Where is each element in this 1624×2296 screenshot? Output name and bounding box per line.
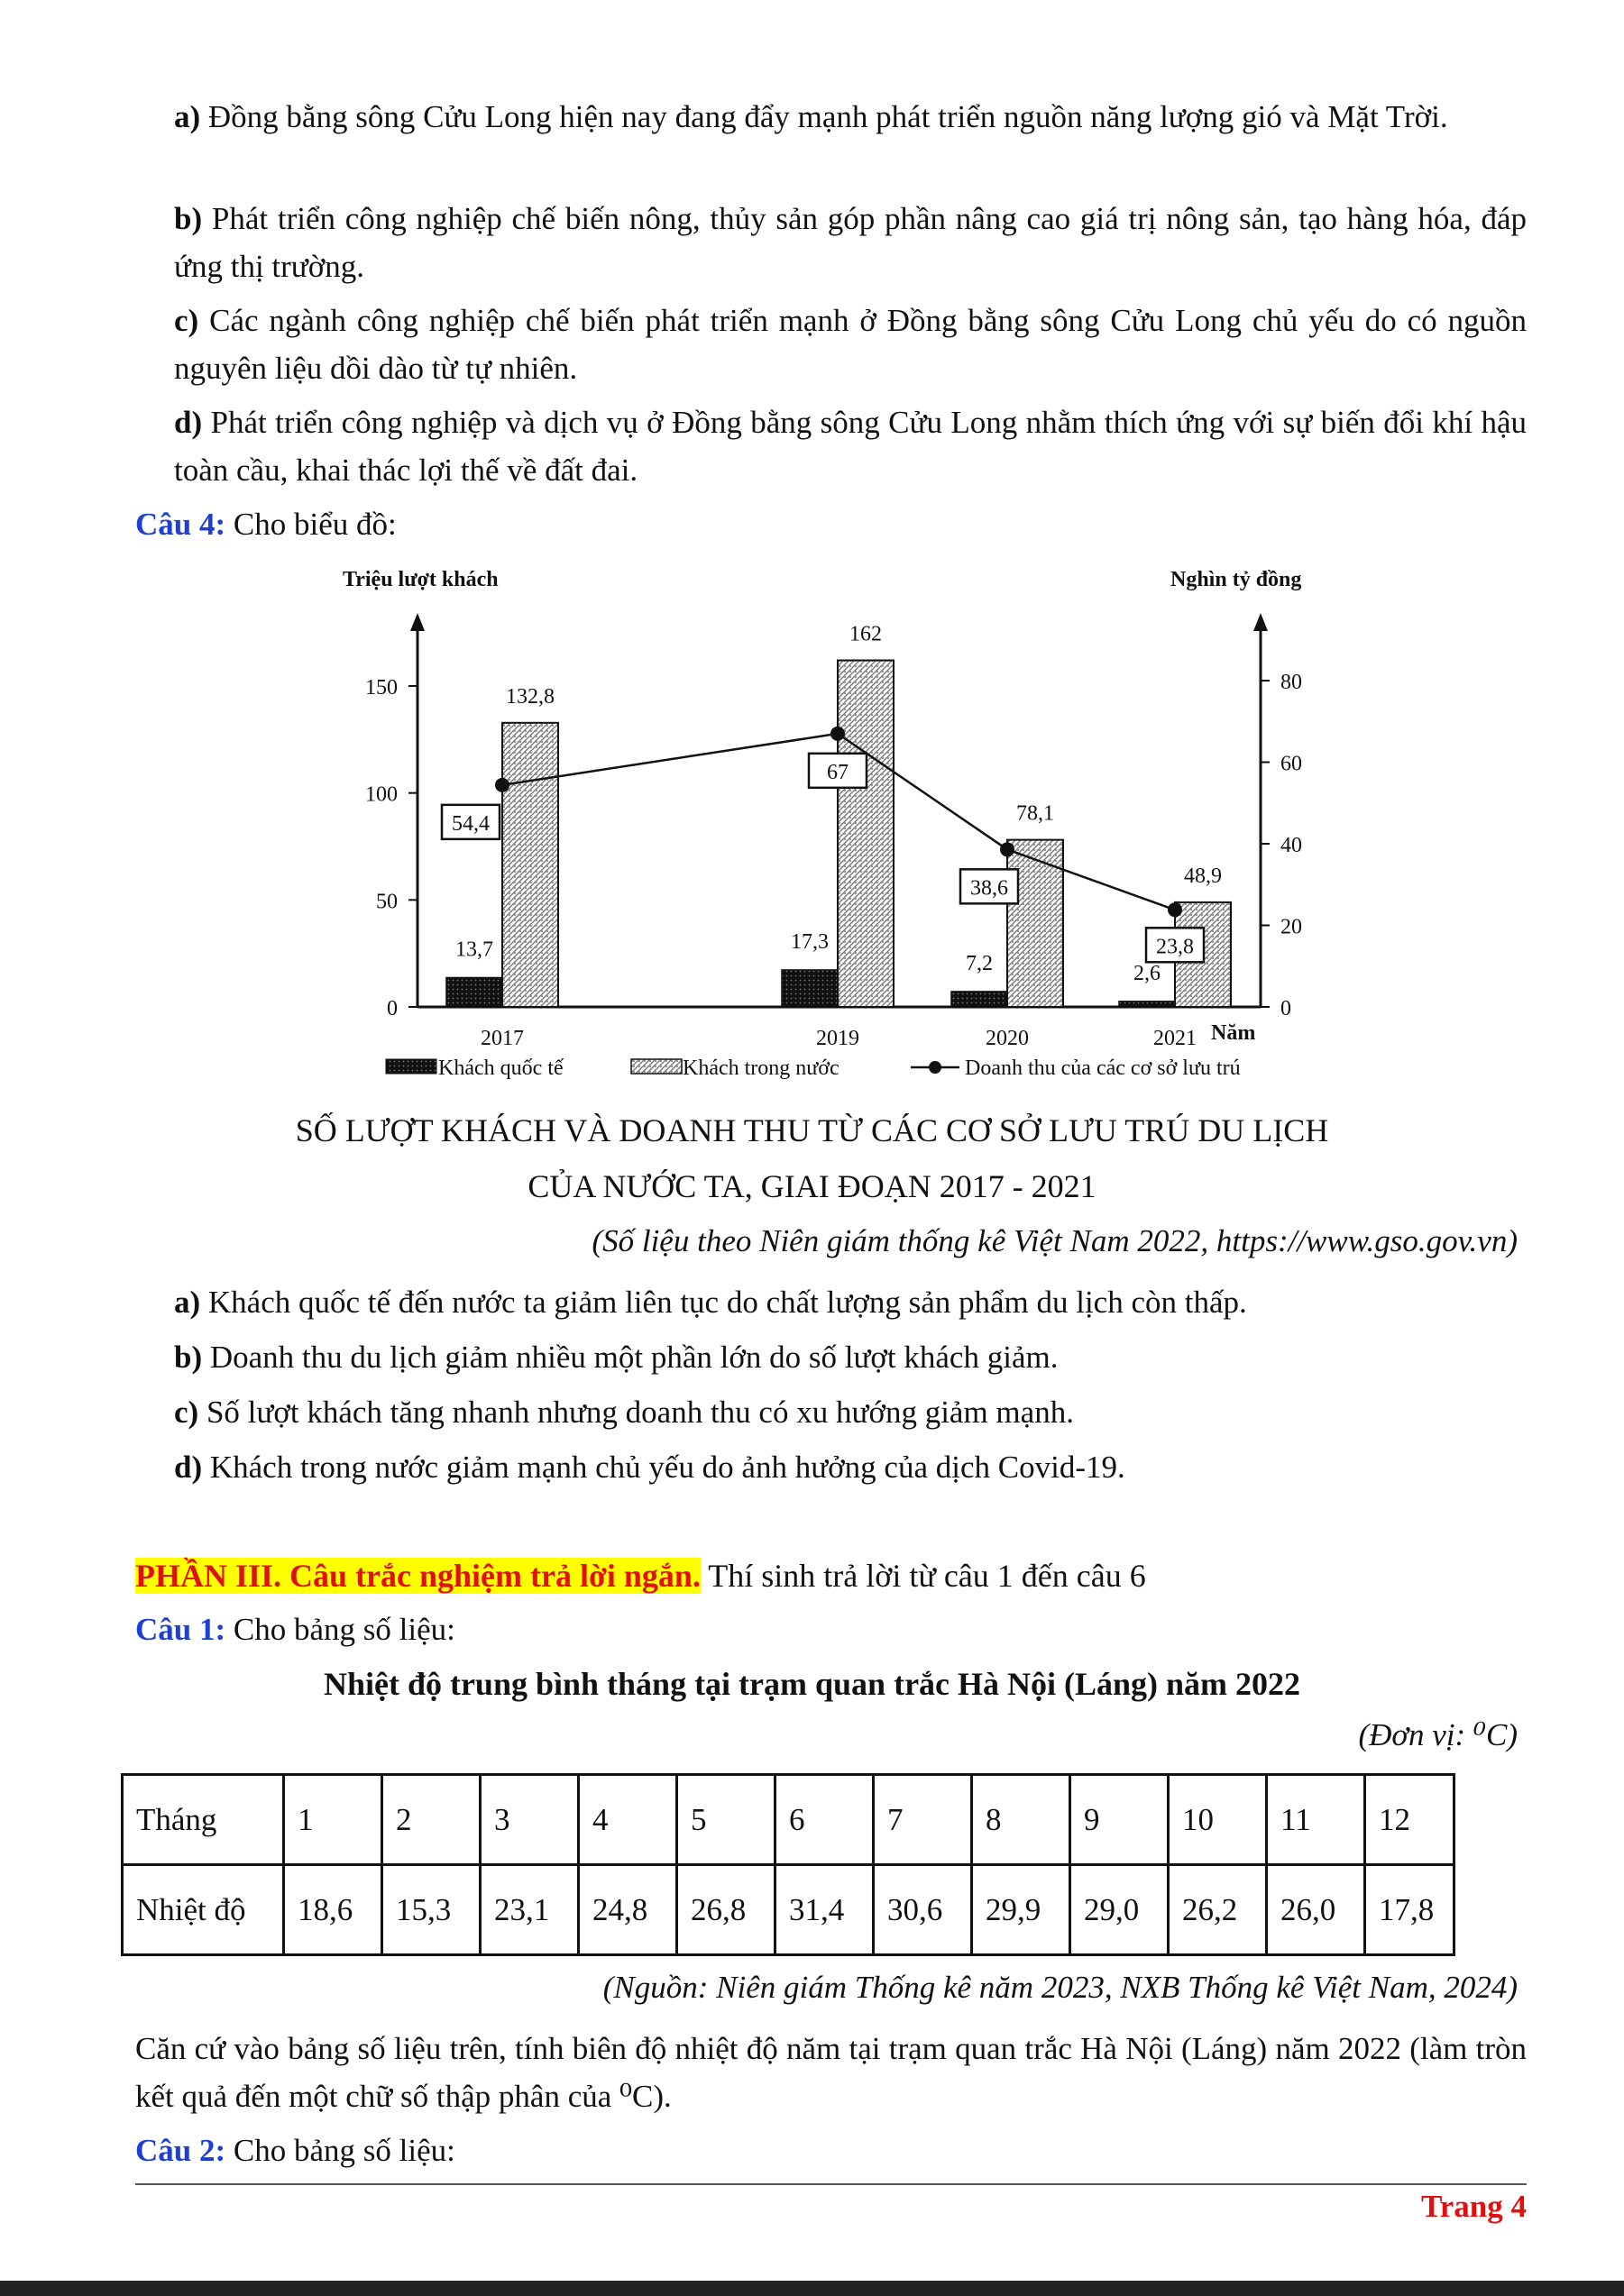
month-cell: 10: [1169, 1775, 1267, 1865]
bar-international: [446, 977, 502, 1007]
temp-cell: 24,8: [579, 1865, 677, 1955]
item-text: Khách quốc tế đến nước ta giảm liên tục do chất lượng sản phẩm du lịch còn thấp.: [207, 1285, 1247, 1320]
item-label: b): [174, 201, 203, 236]
right-axis-title: Nghìn tỷ đồng: [1170, 568, 1302, 591]
right-axis-arrow: [1253, 613, 1268, 631]
chart-title-line2: CỦA NƯỚC TA, GIAI ĐOẠN 2017 - 2021: [528, 1168, 1096, 1204]
item-text: Khách trong nước giảm mạnh chủ yếu do ảnh hưởng của dịch Covid-19.: [209, 1450, 1125, 1485]
bar-international: [1119, 1002, 1175, 1007]
question-label: Câu 1:: [135, 1612, 226, 1647]
legend-label-domestic: Khách trong nước: [683, 1057, 840, 1080]
bar-international-label: 2,6: [1133, 961, 1161, 985]
bar-domestic-label: 78,1: [1016, 801, 1054, 826]
temp-cell: 26,2: [1169, 1865, 1267, 1955]
item-text: Đồng bằng sông Cửu Long hiện nay đang đẩy mạnh phát triển nguồn năng lượng gió và Mặt Trời.: [207, 99, 1448, 134]
left-axis-arrow: [410, 613, 425, 631]
month-cell: 11: [1267, 1775, 1365, 1865]
temp-cell: 29,0: [1070, 1865, 1169, 1955]
month-cell: 8: [972, 1775, 1070, 1865]
revenue-label: 54,4: [452, 811, 490, 836]
item-text: Doanh thu du lịch giảm nhiều một phần lớn do số lượt khách giảm.: [209, 1340, 1059, 1375]
question-prompt: Cho bảng số liệu:: [233, 2133, 455, 2168]
left-tick-label: 100: [365, 782, 398, 807]
item-label: a): [174, 99, 201, 134]
row-header: Tháng: [123, 1775, 284, 1865]
legend-swatch-revenue-point: [929, 1061, 941, 1074]
part3-heading: [135, 1553, 1146, 1598]
q2-heading: [135, 2128, 455, 2173]
temp-cell: 31,4: [775, 1865, 874, 1955]
item-text: Phát triển công nghiệp chế biến nông, thủy sản góp phần nâng cao giá trị nông sản, tạo hàng hóa, đáp ứng thị trường.: [174, 201, 1527, 284]
q4-item-a: [174, 1278, 1527, 1326]
left-axis-title: Triệu lượt khách: [343, 568, 499, 591]
chart-title-line1: SỐ LƯỢT KHÁCH VÀ DOANH THU TỪ CÁC CƠ SỞ LƯU TRÚ DU LỊCH: [295, 1112, 1329, 1148]
x-tick-label: 2020: [986, 1027, 1029, 1050]
bar-international-label: 13,7: [455, 938, 493, 962]
right-tick-label: 0: [1280, 997, 1291, 1020]
revenue-point: [1168, 902, 1182, 917]
right-tick-label: 40: [1280, 834, 1302, 857]
table-row: [123, 1775, 1454, 1865]
item-text: Các ngành công nghiệp chế biến phát triển mạnh ở Đồng bằng sông Cửu Long chủ yếu do có nguồn nguyên liệu dồi dào từ tự nhiên.: [174, 303, 1528, 386]
left-tick-label: 150: [365, 676, 398, 700]
month-cell: 9: [1070, 1775, 1169, 1865]
x-axis-title: Năm: [1211, 1021, 1256, 1045]
q4-item-d: [174, 1443, 1527, 1491]
month-cell: 2: [382, 1775, 481, 1865]
table-title: Nhiệt độ trung bình tháng tại trạm quan trắc Hà Nội (Láng) năm 2022: [323, 1666, 1301, 1702]
item-label: b): [174, 1340, 203, 1375]
q1-heading: [135, 1607, 455, 1652]
bar-international-label: 7,2: [966, 951, 993, 975]
revenue-label: 23,8: [1156, 935, 1194, 959]
revenue-label: 67: [827, 760, 849, 784]
bar-domestic-label: 162: [849, 622, 882, 646]
legend-label-international: Khách quốc tế: [438, 1057, 564, 1080]
legend-label-revenue: Doanh thu của các cơ sở lưu trú: [965, 1057, 1241, 1080]
revenue-point: [830, 727, 845, 741]
legend-swatch-domestic: [631, 1059, 682, 1074]
x-tick-label: 2017: [481, 1027, 524, 1050]
temp-cell: 18,6: [284, 1865, 382, 1955]
temp-cell: 17,8: [1365, 1865, 1454, 1955]
item-label: a): [174, 1285, 201, 1320]
page-bottom-edge: [0, 2281, 1624, 2296]
question-prompt: Cho biểu đồ:: [233, 507, 397, 542]
x-tick-label: 2021: [1153, 1027, 1197, 1050]
legend-swatch-international: [386, 1059, 436, 1074]
right-tick-label: 80: [1280, 671, 1302, 694]
bar-domestic: [838, 661, 894, 1007]
month-cell: 5: [677, 1775, 775, 1865]
temp-cell: 26,0: [1267, 1865, 1365, 1955]
item-label: d): [174, 405, 203, 440]
row-header: Nhiệt độ: [123, 1865, 284, 1955]
left-tick-label: 50: [376, 890, 398, 914]
temp-cell: 29,9: [972, 1865, 1070, 1955]
question-label: Câu 2:: [135, 2133, 226, 2168]
month-cell: 3: [481, 1775, 579, 1865]
question-prompt: Cho bảng số liệu:: [233, 1612, 455, 1647]
revenue-point: [1000, 842, 1014, 856]
month-cell: 6: [775, 1775, 874, 1865]
temp-cell: 26,8: [677, 1865, 775, 1955]
temp-cell: 15,3: [382, 1865, 481, 1955]
item-label: c): [174, 1395, 199, 1430]
temperature-table: [121, 1773, 1455, 1956]
footer-rule: [135, 2183, 1527, 2185]
q4-item-b: [174, 1333, 1527, 1381]
item-text: Số lượt khách tăng nhanh nhưng doanh thu có xu hướng giảm mạnh.: [206, 1395, 1074, 1430]
bar-international: [782, 970, 838, 1007]
month-cell: 12: [1365, 1775, 1454, 1865]
bar-domestic: [1007, 840, 1063, 1007]
table-row: [123, 1865, 1454, 1955]
table-unit: (Đơn vị: ⁰C): [1358, 1717, 1518, 1752]
item-label: d): [174, 1450, 203, 1485]
question-label: Câu 4:: [135, 507, 226, 542]
bar-international-label: 17,3: [791, 929, 829, 954]
bar-international: [951, 992, 1007, 1007]
q4-item-c: [174, 1388, 1527, 1436]
month-cell: 4: [579, 1775, 677, 1865]
temp-cell: 30,6: [874, 1865, 972, 1955]
page-number: Trang 4: [1421, 2189, 1527, 2224]
x-tick-label: 2019: [816, 1027, 859, 1050]
bar-domestic: [502, 723, 558, 1007]
item-label: c): [174, 303, 199, 338]
revenue-point: [495, 778, 509, 792]
left-tick-label: 0: [387, 997, 398, 1020]
table-source: (Nguồn: Niên giám Thống kê năm 2023, NXB Thống kê Việt Nam, 2024): [602, 1970, 1518, 2005]
part3-title: PHẦN III. Câu trắc nghiệm trả lời ngắn.: [135, 1558, 701, 1594]
bar-domestic-label: 132,8: [506, 684, 555, 709]
month-cell: 1: [284, 1775, 382, 1865]
right-tick-label: 60: [1280, 752, 1302, 776]
part3-instruction: Thí sinh trả lời từ câu 1 đến câu 6: [700, 1558, 1146, 1594]
month-cell: 7: [874, 1775, 972, 1865]
revenue-label: 38,6: [970, 876, 1008, 901]
tourism-chart: [0, 0, 1624, 1109]
q1-question: Căn cứ vào bảng số liệu trên, tính biên độ nhiệt độ năm tại trạm quan trắc Hà Nội (Láng) năm 2022 (làm tròn kết quả đến một chữ số thập phân của ⁰C).: [135, 2031, 1527, 2114]
temp-cell: 23,1: [481, 1865, 579, 1955]
chart-source: (Số liệu theo Niên giám thống kê Việt Nam 2022, https://www.gso.gov.vn): [592, 1223, 1518, 1258]
item-text: Phát triển công nghiệp và dịch vụ ở Đồng bằng sông Cửu Long nhằm thích ứng với sự biến đổi khí hậu toàn cầu, khai thác lợi thế về đất đai.: [174, 405, 1528, 488]
right-tick-label: 20: [1280, 915, 1302, 939]
bar-domestic-label: 48,9: [1184, 864, 1222, 888]
